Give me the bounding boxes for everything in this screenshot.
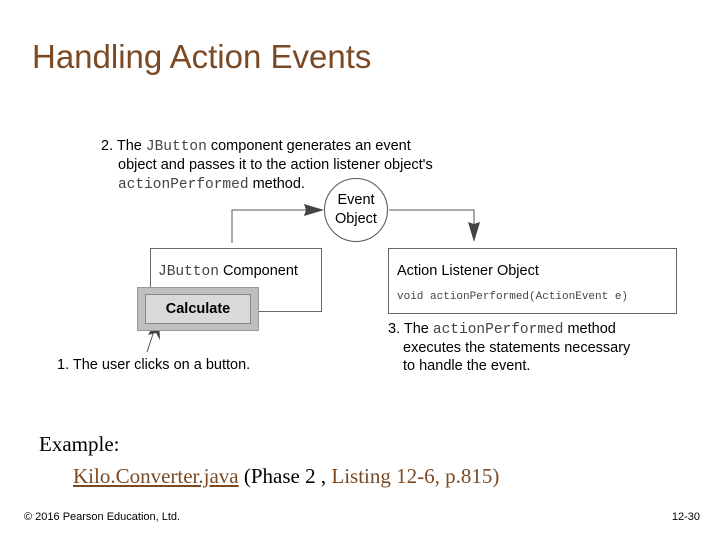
step3-line2: executes the statements necessary	[403, 340, 631, 356]
event-object-line2: Object	[335, 211, 377, 227]
example-label: Example:	[39, 432, 120, 456]
arrow-to-listener	[468, 222, 480, 242]
footer-slide-number: 12-30	[671, 511, 700, 523]
slide-title: Handling Action Events	[32, 38, 372, 75]
connector-line-to-event	[232, 210, 316, 243]
jbutton-component-label: JButton Component	[158, 263, 298, 280]
example-link[interactable]: Kilo.Converter.java	[73, 464, 239, 488]
step1-text: 1. The user clicks on a button.	[57, 357, 251, 373]
arrow-to-event	[304, 204, 324, 216]
calculate-button-face: Calculate	[145, 294, 251, 324]
footer-copyright: © 2016 Pearson Education, Ltd.	[24, 511, 181, 523]
action-listener-title: Action Listener Object	[397, 263, 539, 279]
action-listener-code: void actionPerformed(ActionEvent e)	[397, 291, 629, 303]
action-listener-box	[388, 248, 677, 314]
step2-line1: 2. The JButton component generates an event	[101, 138, 411, 155]
example-rest1: (Phase 2 ,	[238, 464, 332, 488]
example-rest2: Listing 12-6, p.815)	[331, 464, 500, 488]
connector-line-to-listener	[389, 210, 474, 230]
event-object-node	[324, 178, 388, 242]
example-block	[39, 428, 499, 492]
step2-line2: object and passes it to the action listener object's	[118, 157, 433, 173]
event-object-line1: Event	[337, 192, 375, 208]
step3-line3: to handle the event.	[403, 358, 531, 374]
step2-line3: actionPerformed method.	[118, 176, 305, 193]
step3-line1: 3. The actionPerformed method	[388, 321, 616, 338]
calculate-button[interactable]	[137, 287, 259, 331]
example-line	[39, 460, 499, 492]
